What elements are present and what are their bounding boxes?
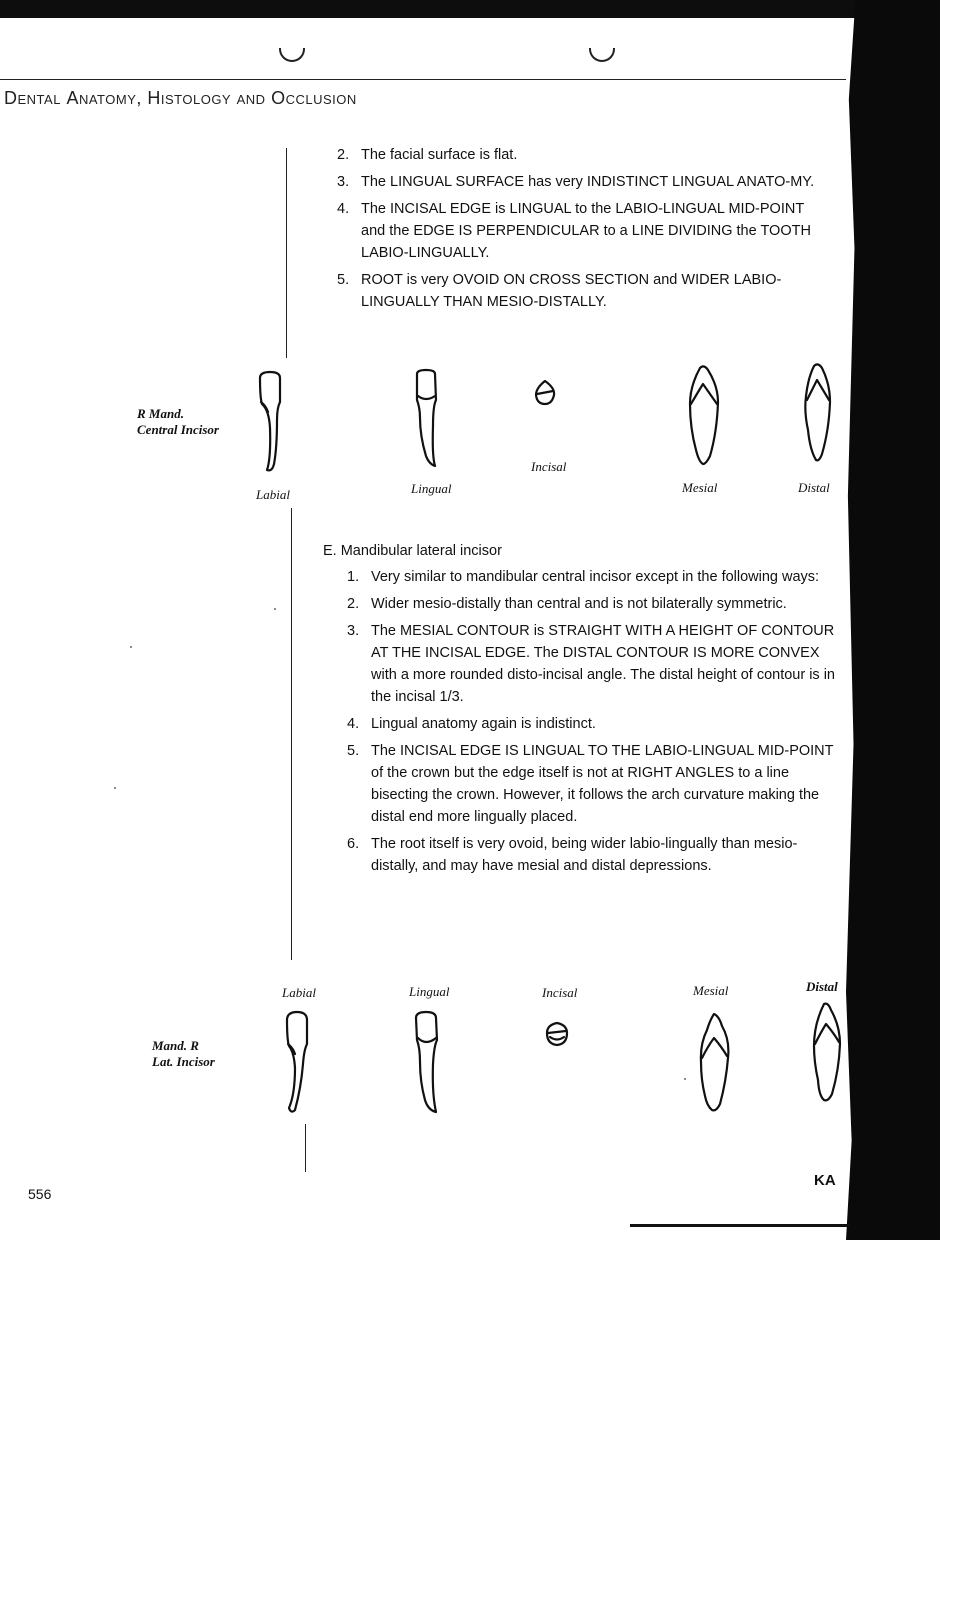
header-rule: [0, 79, 846, 80]
central-labial-tooth-drawing: [250, 368, 290, 478]
list-item: 1. Very similar to mandibular central incisor except in the following ways:: [347, 569, 820, 585]
lateral-incisal-tooth-drawing: [543, 1020, 571, 1048]
list-item: 6. The root itself is very ovoid, being wider labio-lingually than mesio-distally, and may have mesial and distal depressions.: [347, 836, 798, 874]
page-number: 556: [28, 1186, 52, 1202]
central-mesial-tooth-drawing: [684, 362, 724, 472]
central-distal-tooth-drawing: [796, 360, 836, 470]
caption-lateral-incisal: Incisal: [542, 985, 578, 1000]
caption-central-incisal: Incisal: [531, 459, 567, 474]
central-incisor-list: [337, 144, 827, 318]
list-item: 4. The INCISAL EDGE is LINGUAL to the LABIO-LINGUAL MID-POINT and the EDGE IS PERPENDICULAR to a LINE DIVIDING the TOOTH LABIO-LINGUALLY.: [337, 201, 811, 261]
caption-central-lingual: Lingual: [411, 481, 452, 496]
list-item: 2. Wider mesio-distally than central and is not bilaterally symmetric.: [347, 596, 787, 612]
figure-label-central: R Mand. Central Incisor: [137, 406, 219, 437]
central-incisal-tooth-drawing: [531, 378, 559, 408]
caption-central-labial: Labial: [256, 487, 290, 502]
lateral-distal-tooth-drawing: [804, 1000, 848, 1110]
caption-lateral-lingual: Lingual: [409, 984, 450, 999]
central-lingual-tooth-drawing: [405, 366, 447, 476]
scan-speck: [684, 1078, 686, 1080]
footer-logo-fragment: KA: [814, 1172, 836, 1189]
binding-mark-right: [589, 48, 615, 62]
margin-rule-central: [286, 148, 287, 358]
margin-rule-lateral: [291, 508, 292, 960]
caption-lateral-distal: Distal: [806, 979, 838, 994]
scan-speck: [130, 646, 132, 648]
list-item: 5. ROOT is very OVOID ON CROSS SECTION and WIDER LABIO-LINGUALLY THAN MESIO-DISTALLY.: [337, 272, 782, 310]
scan-speck: [114, 787, 116, 789]
list-item: 3. The MESIAL CONTOUR is STRAIGHT WITH A HEIGHT OF CONTOUR AT THE INCISAL EDGE. The DISTAL CONTOUR IS MORE CONVEX with a more rounded disto-incisal angle. The distal height of contour is in the incisal 1/3.: [347, 623, 835, 705]
scan-top-border: [0, 0, 940, 18]
list-item: 5. The INCISAL EDGE IS LINGUAL TO THE LABIO-LINGUAL MID-POINT of the crown but the edge itself is not at RIGHT ANGLES to a line bisecting the crown. However, it follows the arch curvature making the distal end more lingually placed.: [347, 743, 834, 825]
scan-right-edge-shadow: [846, 0, 940, 1240]
list-item: 3. The LINGUAL SURFACE has very INDISTINCT LINGUAL ANATO-MY.: [337, 174, 815, 190]
caption-central-mesial: Mesial: [682, 480, 718, 495]
binding-mark-left: [279, 48, 305, 62]
margin-rule-bottom: [305, 1124, 306, 1172]
lateral-labial-tooth-drawing: [279, 1008, 319, 1118]
lateral-lingual-tooth-drawing: [408, 1008, 450, 1118]
section-heading: E. Mandibular lateral incisor: [323, 543, 502, 559]
footer-rule: [630, 1224, 850, 1227]
running-header: Dental Anatomy, Histology and Occlusion: [4, 88, 357, 108]
lateral-incisor-section: [323, 540, 843, 882]
figure-label-lateral: Mand. R Lat. Incisor: [152, 1038, 215, 1069]
caption-lateral-mesial: Mesial: [693, 983, 729, 998]
lateral-mesial-tooth-drawing: [692, 1010, 736, 1120]
caption-lateral-labial: Labial: [282, 985, 316, 1000]
list-item: 2. The facial surface is flat.: [337, 147, 518, 163]
caption-central-distal: Distal: [798, 480, 830, 495]
scan-speck: [274, 608, 276, 610]
list-item: 4. Lingual anatomy again is indistinct.: [347, 716, 596, 732]
